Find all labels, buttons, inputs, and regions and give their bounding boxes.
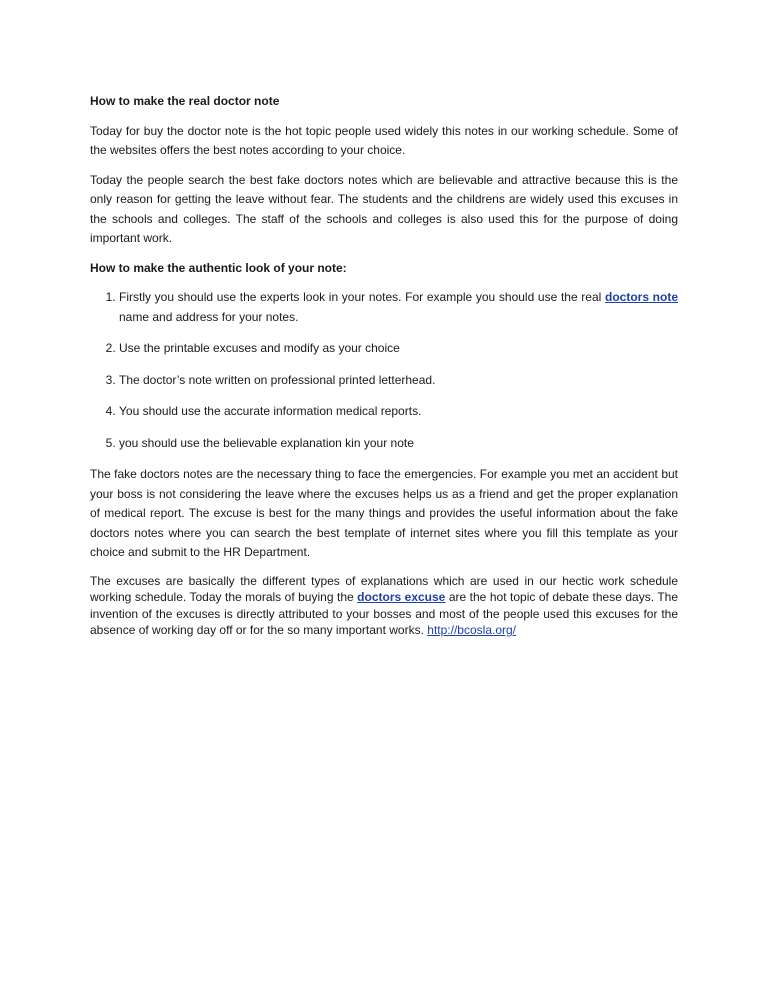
heading-real-doctor-note: How to make the real doctor note (90, 94, 280, 108)
paragraph-fake-notes: Today the people search the best fake doctors notes which are believable and attractive because this is the only reason for getting the leave without fear. The students and the childrens are widely used this excuses in the schools and colleges. The staff of the schools and colleges is also used this for the purpose of doing important work. (90, 172, 678, 245)
list-item: 5. you should use the believable explanation kin your note (119, 434, 678, 454)
paragraph-text: The excuses are basically the different types of explanations which are used in our hectic work schedule working schedule. Today the morals of buying the (90, 573, 678, 604)
list-item-text: name and address for your notes. (119, 309, 299, 324)
doctors-excuse-link[interactable]: doctors excuse (357, 590, 446, 604)
doctors-note-link[interactable]: doctors note (604, 290, 678, 304)
list-item: 2. Use the printable excuses and modify as your choice (119, 339, 678, 359)
paragraph-intro: Today for buy the doctor note is the hot topic people used widely this notes in our working schedule. Some of the websites offers the best notes according to your choice. (90, 123, 678, 157)
paragraph-emergencies: The fake doctors notes are the necessary thing to face the emergencies. For example you met an accident but your boss is not considering the leave where the excuses helps us as a friend and get the proper explanation of medical report. The excuse is best for the many things and provides the useful information about the fake doctors notes where you can search the best template of internet sites where you fill this template as your choice and submit to the HR Department. (90, 467, 678, 559)
paragraph-text: are the hot topic of debate these days. The invention of the excuses is directly attributed to your bosses and most of the people used this excuses for the absence of working day off or for the so many important works. (90, 590, 678, 637)
list-item (119, 288, 678, 327)
list-item: 3. The doctor’s note written on professional printed letterhead. (119, 371, 678, 391)
heading-authentic-look: How to make the authentic look of your note: (90, 260, 347, 275)
document-page (90, 84, 678, 649)
list-item-text: Firstly you should use the experts look in your notes. For example you should use the real (119, 290, 605, 304)
tips-list (90, 288, 678, 453)
list-item: 4. You should use the accurate information medical reports. (119, 402, 678, 422)
paragraph-explanations (90, 573, 678, 639)
bcosla-url-link[interactable]: http://bcosla.org/ (427, 623, 516, 637)
